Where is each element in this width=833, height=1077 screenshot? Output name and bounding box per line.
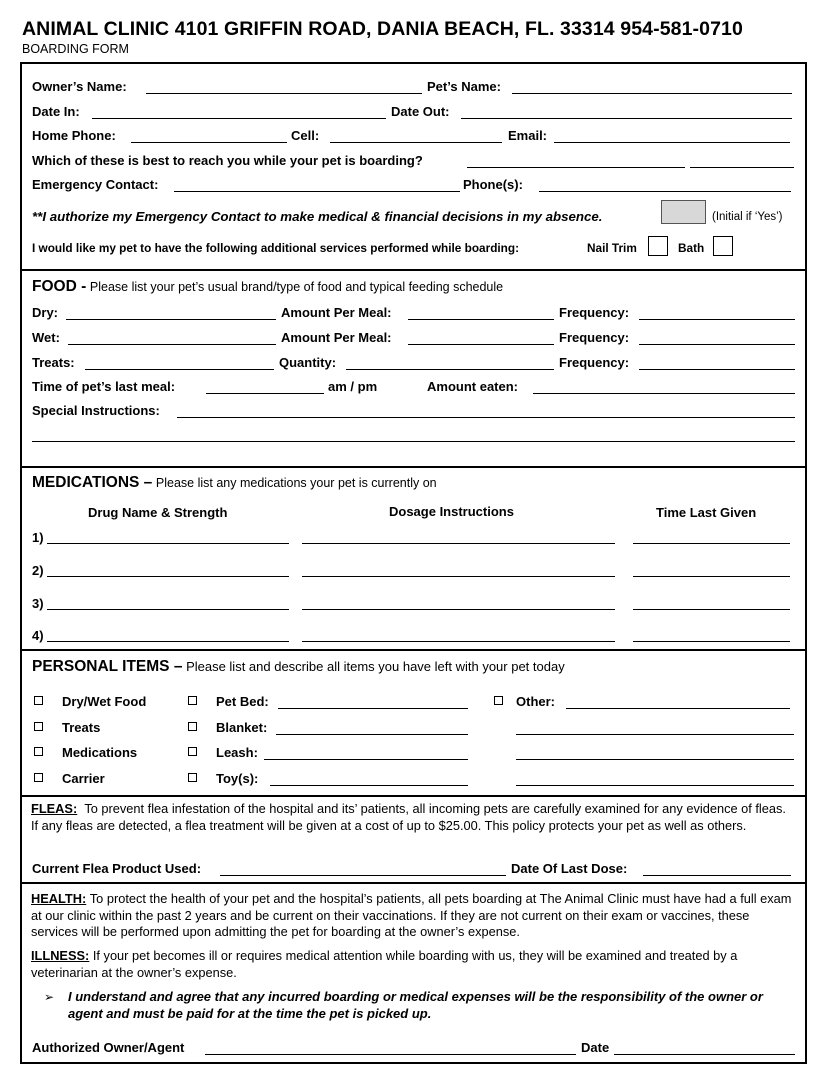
dry-food-field[interactable]: [66, 319, 276, 320]
toys-checkbox[interactable]: [188, 773, 197, 782]
med-row-number: 1): [32, 530, 44, 545]
section-divider: [20, 649, 807, 651]
med-drug-field[interactable]: [47, 543, 289, 544]
medications-title: MEDICATIONS –: [32, 474, 153, 491]
med-time-field[interactable]: [633, 609, 790, 610]
toys-field[interactable]: [270, 785, 468, 786]
authorize-statement: **I authorize my Emergency Contact to make medical & financial decisions in my absence.: [32, 209, 603, 224]
carrier-checkbox[interactable]: [34, 773, 43, 782]
pet-bed-checkbox[interactable]: [188, 696, 197, 705]
treats-label: Treats:: [32, 355, 75, 370]
wet-label: Wet:: [32, 330, 60, 345]
reach-question-label: Which of these is best to reach you while your pet is boarding?: [32, 153, 423, 168]
illness-text: If your pet becomes ill or requires medical attention while boarding with us, they will be examined and treated by a veterinarian at the owner’s expense.: [31, 948, 738, 980]
treats-frequency-label: Frequency:: [559, 355, 630, 370]
leash-field[interactable]: [264, 759, 468, 760]
med-time-field[interactable]: [633, 543, 790, 544]
initial-box[interactable]: [661, 200, 706, 224]
item-pet-bed: Pet Bed:: [216, 694, 269, 709]
special-instructions-field[interactable]: [177, 417, 795, 418]
last-meal-label: Time of pet’s last meal:: [32, 379, 176, 394]
medications-checkbox[interactable]: [34, 747, 43, 756]
reach-method-field-extra[interactable]: [690, 167, 794, 168]
dry-amount-label: Amount Per Meal:: [281, 305, 392, 320]
authorized-agent-signature-field[interactable]: [205, 1054, 576, 1055]
dry-frequency-field[interactable]: [639, 319, 795, 320]
last-dose-label: Date Of Last Dose:: [511, 861, 628, 876]
leash-checkbox[interactable]: [188, 747, 197, 756]
med-dosage-field[interactable]: [302, 641, 615, 642]
item-toys: Toy(s):: [216, 771, 259, 786]
section-divider: [20, 466, 807, 468]
signature-date-field[interactable]: [614, 1054, 795, 1055]
health-paragraph: [31, 891, 793, 941]
nail-trim-checkbox[interactable]: [648, 236, 668, 256]
personal-items-description: Please list and describe all items you have left with your pet today: [186, 659, 565, 674]
cell-label: Cell:: [291, 128, 320, 143]
wet-amount-field[interactable]: [408, 344, 554, 345]
dry-amount-field[interactable]: [408, 319, 554, 320]
bath-label: Bath: [678, 241, 705, 255]
food-section-heading: [32, 278, 503, 296]
pets-name-field[interactable]: [512, 93, 792, 94]
item-dry-wet-food: Dry/Wet Food: [62, 694, 147, 709]
med-time-field[interactable]: [633, 576, 790, 577]
treats-field[interactable]: [85, 369, 274, 370]
wet-amount-label: Amount Per Meal:: [281, 330, 392, 345]
home-phone-label: Home Phone:: [32, 128, 116, 143]
wet-frequency-field[interactable]: [639, 344, 795, 345]
services-label: I would like my pet to have the following additional services performed while boarding:: [32, 241, 520, 255]
emergency-phones-field[interactable]: [539, 191, 791, 192]
col-dosage: Dosage Instructions: [389, 504, 514, 519]
emergency-contact-field[interactable]: [174, 191, 460, 192]
pet-bed-field[interactable]: [278, 708, 468, 709]
dry-wet-food-checkbox[interactable]: [34, 696, 43, 705]
blanket-checkbox[interactable]: [188, 722, 197, 731]
section-divider: [20, 795, 807, 797]
special-instructions-field-2[interactable]: [32, 441, 795, 442]
med-row-number: 2): [32, 563, 44, 578]
reach-method-field[interactable]: [467, 167, 685, 168]
section-divider: [20, 269, 807, 271]
amount-eaten-field[interactable]: [533, 393, 795, 394]
other-field-3[interactable]: [516, 759, 794, 760]
item-leash: Leash:: [216, 745, 258, 760]
food-title: FOOD -: [32, 278, 87, 295]
phones-label: Phone(s):: [463, 177, 523, 192]
med-drug-field[interactable]: [47, 609, 289, 610]
email-label: Email:: [508, 128, 548, 143]
other-field-4[interactable]: [516, 785, 794, 786]
pets-name-label: Pet’s Name:: [427, 79, 501, 94]
owners-name-field[interactable]: [146, 93, 422, 94]
health-heading: HEALTH:: [31, 891, 87, 906]
nail-trim-label: Nail Trim: [587, 241, 637, 255]
special-instructions-label: Special Instructions:: [32, 403, 160, 418]
fleas-text: To prevent flea infestation of the hospital and its’ patients, all incoming pets are carefully examined for any evidence of fleas. If any fleas are detected, a flea treatment will be given at a cost of up to $25.00. This policy protects your pet as well as others.: [31, 801, 786, 833]
home-phone-field[interactable]: [131, 142, 287, 143]
personal-items-title: PERSONAL ITEMS –: [32, 658, 183, 675]
date-in-label: Date In:: [32, 104, 80, 119]
flea-product-field[interactable]: [220, 875, 506, 876]
med-drug-field[interactable]: [47, 576, 289, 577]
item-blanket: Blanket:: [216, 720, 268, 735]
med-dosage-field[interactable]: [302, 576, 615, 577]
medications-heading: [32, 474, 437, 492]
col-drug-name: Drug Name & Strength: [88, 505, 228, 520]
email-field[interactable]: [554, 142, 790, 143]
date-out-field[interactable]: [461, 118, 792, 119]
quantity-label: Quantity:: [279, 355, 337, 370]
other-field-2[interactable]: [516, 734, 794, 735]
illness-heading: ILLNESS:: [31, 948, 90, 963]
blanket-field[interactable]: [276, 734, 468, 735]
other-field[interactable]: [566, 708, 790, 709]
illness-paragraph: [31, 948, 793, 981]
health-text: To protect the health of your pet and the hospital’s patients, all pets boarding at The Animal Clinic must have had a full exam at our clinic within the past 2 years and be current on their vaccinations. If they are not current on their exam or vaccines, these services will be performed upon admitting the pet for boarding at the owner’s expense.: [31, 891, 792, 939]
food-description: Please list your pet’s usual brand/type of food and typical feeding schedule: [89, 280, 504, 294]
medications-description: Please list any medications your pet is currently on: [155, 476, 437, 490]
item-other: Other:: [516, 694, 555, 709]
treats-frequency-field[interactable]: [639, 369, 795, 370]
dry-label: Dry:: [32, 305, 59, 320]
form-subtitle: BOARDING FORM: [22, 42, 129, 56]
med-drug-field[interactable]: [47, 641, 289, 642]
dry-frequency-label: Frequency:: [559, 305, 630, 320]
treats-quantity-field[interactable]: [346, 369, 554, 370]
last-meal-time-field[interactable]: [206, 393, 324, 394]
agreement-bullet-icon: ➢: [44, 990, 55, 1004]
wet-frequency-label: Frequency:: [559, 330, 630, 345]
item-treats: Treats: [62, 720, 101, 735]
bath-checkbox[interactable]: [713, 236, 733, 256]
cell-field[interactable]: [330, 142, 502, 143]
med-dosage-field[interactable]: [302, 609, 615, 610]
date-out-label: Date Out:: [391, 104, 450, 119]
owners-name-label: Owner’s Name:: [32, 79, 127, 94]
med-dosage-field[interactable]: [302, 543, 615, 544]
section-divider: [20, 882, 807, 884]
col-time-last-given: Time Last Given: [656, 505, 757, 520]
med-row-number: 4): [32, 628, 44, 643]
fleas-paragraph: [31, 801, 793, 834]
item-carrier: Carrier: [62, 771, 105, 786]
fleas-heading: FLEAS:: [31, 801, 78, 816]
agreement-statement: I understand and agree that any incurred boarding or medical expenses will be the responsibility of the owner or agent and must be paid for at the time the pet is picked up.: [68, 989, 763, 1021]
personal-items-heading: [32, 658, 565, 676]
last-dose-field[interactable]: [643, 875, 791, 876]
other-checkbox[interactable]: [494, 696, 503, 705]
clinic-header-title: ANIMAL CLINIC 4101 GRIFFIN ROAD, DANIA BEACH, FL. 33314 954-581-0710: [22, 18, 743, 40]
emergency-contact-label: Emergency Contact:: [32, 177, 159, 192]
initial-note: (Initial if ‘Yes’): [712, 211, 783, 223]
amount-eaten-label: Amount eaten:: [427, 379, 518, 394]
med-row-number: 3): [32, 596, 44, 611]
item-medications: Medications: [62, 745, 138, 760]
flea-product-label: Current Flea Product Used:: [32, 861, 202, 876]
authorized-agent-label: Authorized Owner/Agent: [32, 1040, 185, 1055]
am-pm-label: am / pm: [328, 379, 378, 394]
date-in-field[interactable]: [92, 118, 386, 119]
date-label: Date: [581, 1040, 610, 1055]
wet-food-field[interactable]: [68, 344, 276, 345]
treats-checkbox[interactable]: [34, 722, 43, 731]
med-time-field[interactable]: [633, 641, 790, 642]
